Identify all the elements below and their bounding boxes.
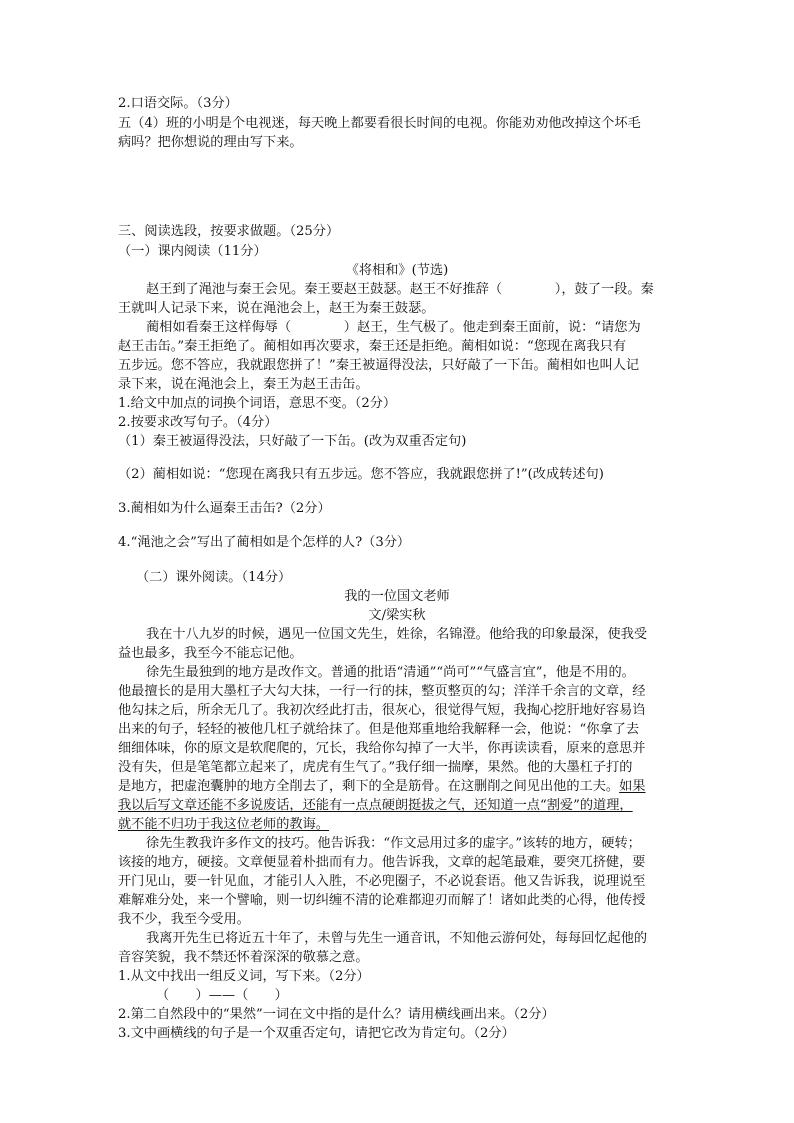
question-2: 2.按要求改写句子。（4分） — [118, 415, 278, 430]
passage2-line: 徐先生最独到的地方是改作文。普通的批语“清通”“尚可”“气盛言宜”，他是不用的。 — [146, 665, 635, 680]
question-2-2: （2）蔺相如说：“您现在离我只有五步远。您不答应，我就跟您拼了!”(改成转述句) — [118, 467, 604, 482]
passage2-author: 文/梁实秋 — [368, 608, 426, 623]
passage2-line: 我在十八九岁的时候，遇见一位国文先生，姓徐，名锦澄。他给我的印象最深，使我受 — [146, 627, 648, 642]
question-3: 3.蔺相如为什么逼秦王击缶?（2分） — [118, 501, 331, 516]
passage2-line: 我不少，我至今受用。 — [118, 912, 250, 927]
passage2-line: 出来的句子，轻轻的被他几杠子就给抹了。但是他郑重地给我解释一会，他说：“你拿了去 — [118, 722, 640, 737]
part2-title: （二）课外阅读。（14分） — [136, 570, 292, 585]
passage1-line: 录下来，说在渑池会上，秦王为赵王击缶。 — [118, 377, 369, 392]
reading-section-title: 三、阅读选段，按要求做题。（25分） — [118, 224, 340, 239]
passage2-line: 益也最多，我至今不能忘记他。 — [118, 646, 303, 661]
passage1-line: 五步远。您不答应，我就跟您拼了！”秦王被逼得没法，只好敲了一下缶。蔺相如也叫人记 — [118, 358, 640, 373]
passage1-line: 赵王击缶。”秦王拒绝了。蔺相如再次要求，秦王还是拒绝。蔺相如说：“您现在离我只有 — [118, 339, 627, 354]
passage1-line: 蔺相如看秦王这样侮辱（ ）赵王，生气极了。他走到秦王面前，说：“请您为 — [146, 320, 641, 335]
passage2-line: 徐先生教我许多作文的技巧。他告诉我：“作文忌用过多的虚字。”该转的地方，硬转； — [146, 836, 641, 851]
underlined-sentence: 就不能不归功于我这位老师的教诲。 — [118, 817, 329, 832]
extra-question-2: 2.第二自然段中的“果然”一词在文中指的是什么？请用横线画出来。（2分） — [118, 1007, 555, 1022]
question-2-1: （1）秦王被逼得没法，只好敲了一下缶。(改为双重否定句) — [118, 434, 467, 449]
passage2-line: 该接的地方，硬接。文章便显着朴拙而有力。他告诉我，文章的起笔最难，要突兀挤健，要 — [118, 855, 646, 870]
question-4: 4.“渑池之会”写出了蔺相如是个怎样的人?（3分） — [118, 535, 411, 550]
question-1: 1.给文中加点的词换个词语，意思不变。（2分） — [118, 396, 397, 411]
passage2-line: 没有失，但是笔笔都立起来了，虎虎有生气了。”我仔细一揣摩，果然。他的大墨杠子打的 — [118, 760, 633, 775]
passage2-line: 音容笑貌，我不禁还怀着深深的敬慕之意。 — [118, 950, 369, 965]
passage2-line: 我离开先生已将近五十年了，未曾与先生一通音讯，不知他云游何处，每每回忆起他的 — [146, 931, 648, 946]
passage1-title: 《将相和》(节选) — [345, 263, 449, 278]
passage2-line: 开门见山，要一针见血，才能引人入胜，不必兜圈子，不必说套语。他又告诉我，说理说至 — [118, 874, 646, 889]
underlined-sentence: 如果 — [619, 779, 646, 794]
oral-prompt-line: 病吗？把你想说的理由写下来。 — [118, 135, 303, 150]
passage2-title: 我的一位国文老师 — [344, 589, 450, 604]
passage1-line: 王就叫人记录下来，说在渑池会上，赵王为秦王鼓瑟。 — [118, 301, 435, 316]
passage2-line: 他勾抹之后，所余无几了。我初次经此打击，很灰心，很觉得气短，我掏心挖肝地好容易诌 — [118, 703, 646, 718]
passage2-line: 难解难分处，来一个譬喻，则一切纠缠不清的论难都迎刃而解了！诸如此类的心得，他传授 — [118, 893, 646, 908]
passage2-line: 细细体味，你的原文是软爬爬的，冗长，我给你勾掉了一大半，你再读读看，原来的意思并 — [118, 741, 646, 756]
passage1-line: 赵王到了渑池与秦王会见。秦王要赵王鼓瑟。赵王不好推辞（ ），鼓了一段。秦 — [146, 282, 654, 297]
passage2-text: 是地方，把虚泡囊肿的地方全削去了，剩下的全是筋骨。在这删削之间见出他的工夫。 — [118, 779, 620, 794]
passage2-line: 他最擅长的是用大墨杠子大勾大抹，一行一行的抹，整页整页的勾；洋洋千余言的文章，经 — [118, 684, 646, 699]
passage2-line — [118, 777, 646, 796]
part1-title: （一）课内阅读（11分） — [118, 244, 267, 259]
oral-question-title: 2.口语交际。（3分） — [118, 96, 238, 111]
underlined-sentence: 我以后写文章还能不多说废话，还能有一点点硬朗挺拔之气，还知道一点“割爱”的道理， — [118, 798, 633, 813]
oral-prompt-line: 五（4）班的小明是个电视迷，每天晚上都要看很长时间的电视。你能劝劝他改掉这个坏毛 — [118, 116, 641, 131]
extra-question-1: 1.从文中找出一组反义词，写下来。（2分） — [118, 969, 370, 984]
extra-question-3: 3.文中画横线的句子是一个双重否定句，请把它改为肯定句。（2分） — [118, 1026, 515, 1041]
answer-blank[interactable]: （ ）——（ ） — [156, 988, 288, 1003]
